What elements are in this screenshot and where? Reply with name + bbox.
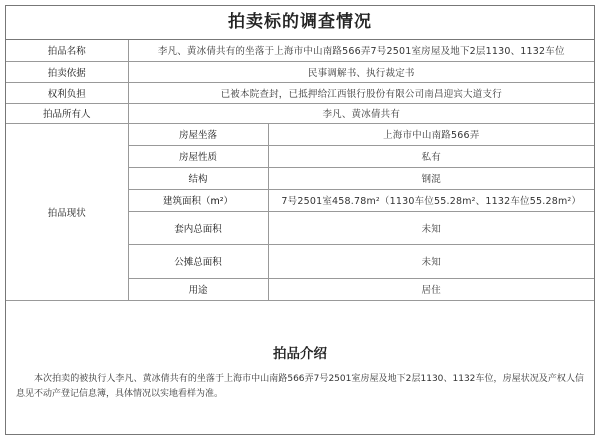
status-sub-label: 公摊总面积: [128, 244, 268, 278]
status-sub-value: 7号2501室458.78m²（1130车位55.28m²、1132车位55.28m²）: [268, 189, 594, 211]
item-name-label: 拍品名称: [6, 40, 128, 61]
status-sub-value: 上海市中山南路566弄: [268, 123, 594, 145]
status-sub-label: 用途: [128, 278, 268, 300]
status-sub-label: 结构: [128, 167, 268, 189]
status-sub-value: 未知: [268, 211, 594, 244]
status-sub-label: 套内总面积: [128, 211, 268, 244]
auction-survey-sheet: [5, 5, 595, 435]
encumbrance-value: 已被本院查封，已抵押给江西银行股份有限公司南昌迎宾大道支行: [128, 82, 594, 103]
status-sub-value: 未知: [268, 244, 594, 278]
table-row-owner: [6, 103, 594, 123]
status-label: 拍品现状: [6, 123, 128, 300]
basis-value: 民事调解书、执行裁定书: [128, 61, 594, 82]
table-row-item-name: [6, 40, 594, 61]
status-sub-label: 建筑面积（m²）: [128, 189, 268, 211]
survey-table: [6, 40, 594, 301]
intro-section: [6, 312, 594, 434]
basis-label: 拍卖依据: [6, 61, 128, 82]
status-sub-value: 私有: [268, 145, 594, 167]
status-sub-value: 居住: [268, 278, 594, 300]
page-title: 拍卖标的调查情况: [6, 6, 594, 40]
encumbrance-label: 权利负担: [6, 82, 128, 103]
table-row-encumbrance: [6, 82, 594, 103]
status-sub-label: 房屋坐落: [128, 123, 268, 145]
table-row-status: [6, 123, 594, 145]
table-row-basis: [6, 61, 594, 82]
owner-label: 拍品所有人: [6, 103, 128, 123]
owner-value: 李凡、黄冰倩共有: [128, 103, 594, 123]
intro-heading: 拍品介绍: [273, 346, 327, 362]
status-sub-label: 房屋性质: [128, 145, 268, 167]
item-name-value: 李凡、黄冰倩共有的坐落于上海市中山南路566弄7号2501室房屋及地下2层1130、1132车位: [128, 40, 594, 61]
status-sub-value: 钢混: [268, 167, 594, 189]
intro-text: 本次拍卖的被执行人李凡、黄冰倩共有的坐落于上海市中山南路566弄7号2501室房屋及地下2层1130、1132车位，房屋状况及产权人信息见不动产登记信息簿，具体情况以实地看样为准。: [16, 374, 584, 399]
